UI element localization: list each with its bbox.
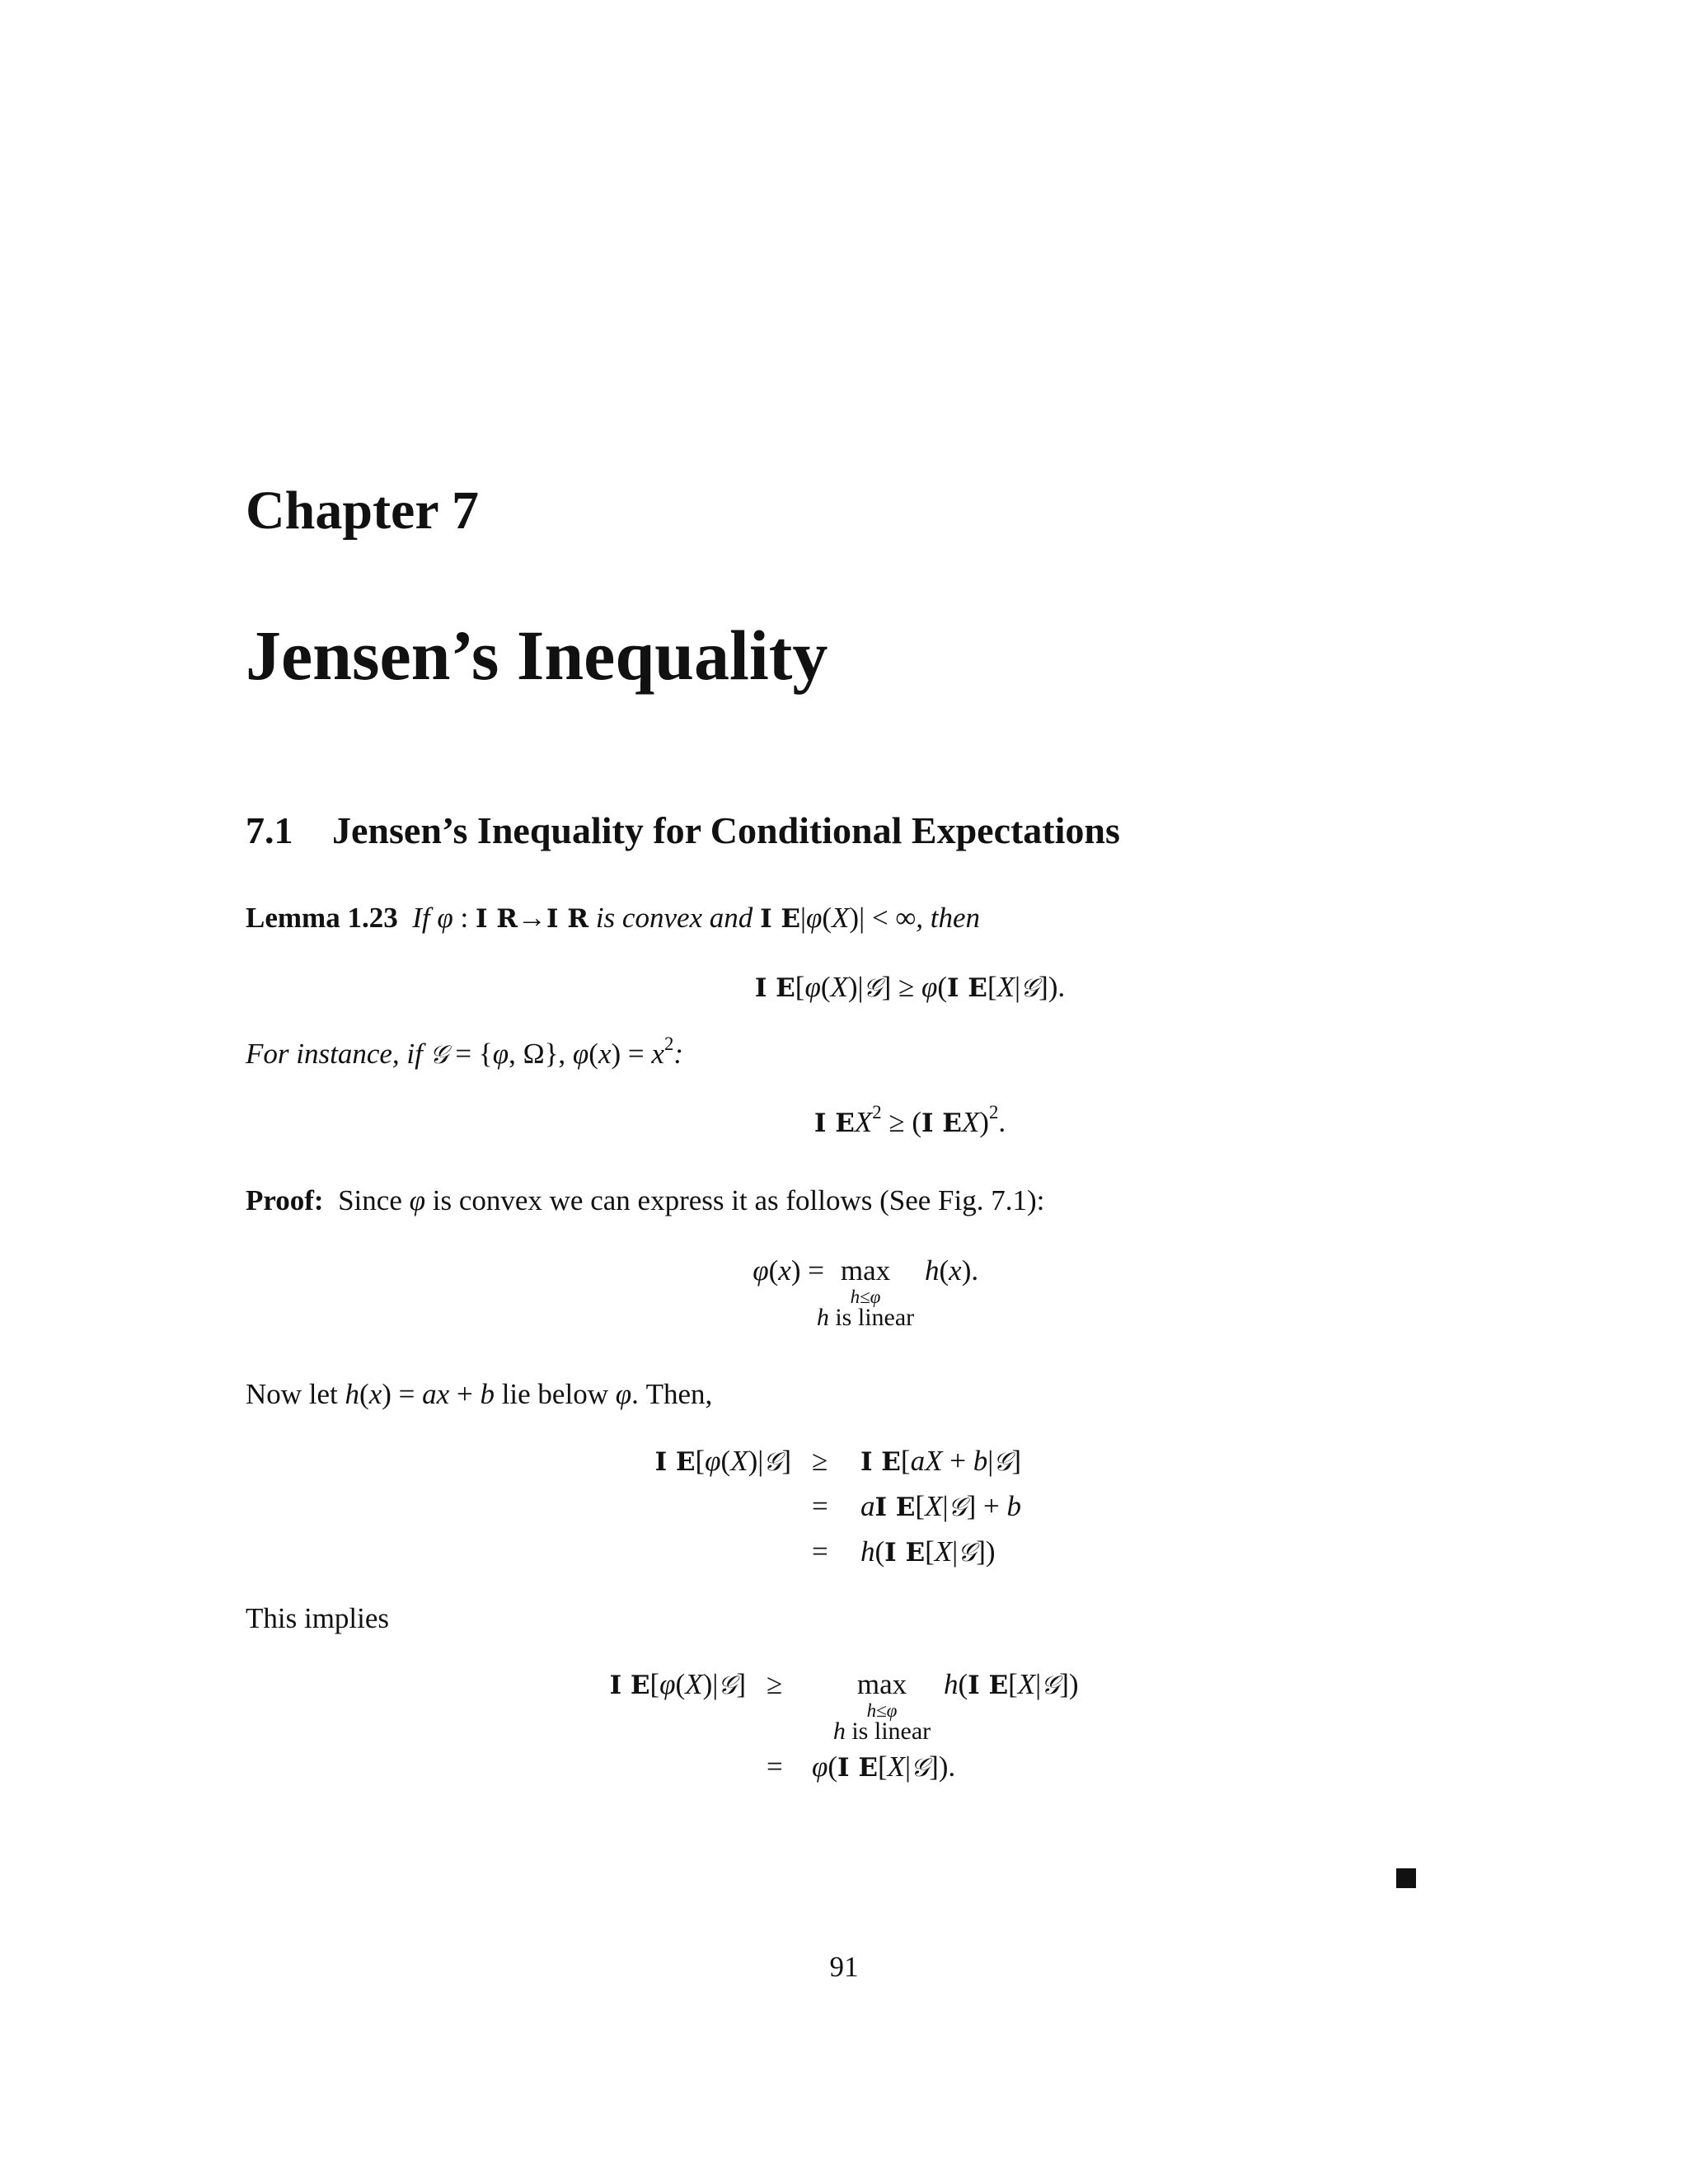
max-operator-2: max h≤φ h is linear [832, 1668, 931, 1745]
equation-max-rhs: h(x). [925, 1254, 979, 1286]
align2-rel2: = [767, 1750, 783, 1783]
qed-symbol [1396, 1868, 1416, 1888]
this-implies: This implies [246, 1602, 390, 1634]
align1-rel2: = [812, 1490, 828, 1522]
now-let-line: Now let h(x) = ax + b lie below φ. Then, [246, 1378, 713, 1410]
align2-rel1: ≥ [767, 1668, 783, 1700]
align2-lhs: I E[φ(X)|𝒢] [609, 1668, 746, 1700]
max-operator: max h≤φ h is linear [816, 1254, 915, 1331]
lemma-statement: Lemma 1.23 If φ : I R→I R is convex and I E|φ(X)| < ∞, then [246, 902, 981, 934]
align1-rhs1: I E[aX + b|𝒢] [860, 1445, 1021, 1477]
instance-line: For instance, if 𝒢 = {φ, Ω}, $\varphi(x) = x^2$: [246, 1033, 683, 1070]
equation-jensen: I E[φ(X)|𝒢] ≥ φ(I E[X|𝒢]). [754, 971, 1066, 1003]
align2-rhs2: φ(I E[X|𝒢]). [812, 1750, 956, 1783]
page-number: 91 [829, 1951, 859, 1983]
align1-lhs: I E[φ(X)|𝒢] [654, 1445, 791, 1477]
align1-rhs2: aI E[X|𝒢] + b [860, 1490, 1021, 1522]
proof-intro: Proof: Since φ is convex we can express it as follows (See Fig. 7.1): [246, 1184, 1045, 1216]
align1-rhs3: h(I E[X|𝒢]) [860, 1535, 996, 1568]
section-heading [246, 806, 1120, 855]
section-number: 7.1 [246, 809, 293, 851]
lemma-label: Lemma 1.23 [246, 902, 398, 934]
chapter-label: Chapter 7 [246, 480, 479, 541]
proof-label: Proof: [246, 1184, 324, 1216]
align1-rel3: = [812, 1535, 828, 1568]
chapter-title: Jensen’s Inequality [246, 616, 828, 695]
align1-rel1: ≥ [812, 1445, 828, 1477]
align2-rhs1: h(I E[X|𝒢]) [944, 1668, 1079, 1700]
equation-example: I $EX^2 \ge (I$ EX)$^2$. [814, 1102, 1006, 1138]
section-title: Jensen’s Inequality for Conditional Expectations [332, 809, 1120, 851]
equation-max-lhs: φ(x) = [753, 1254, 824, 1286]
